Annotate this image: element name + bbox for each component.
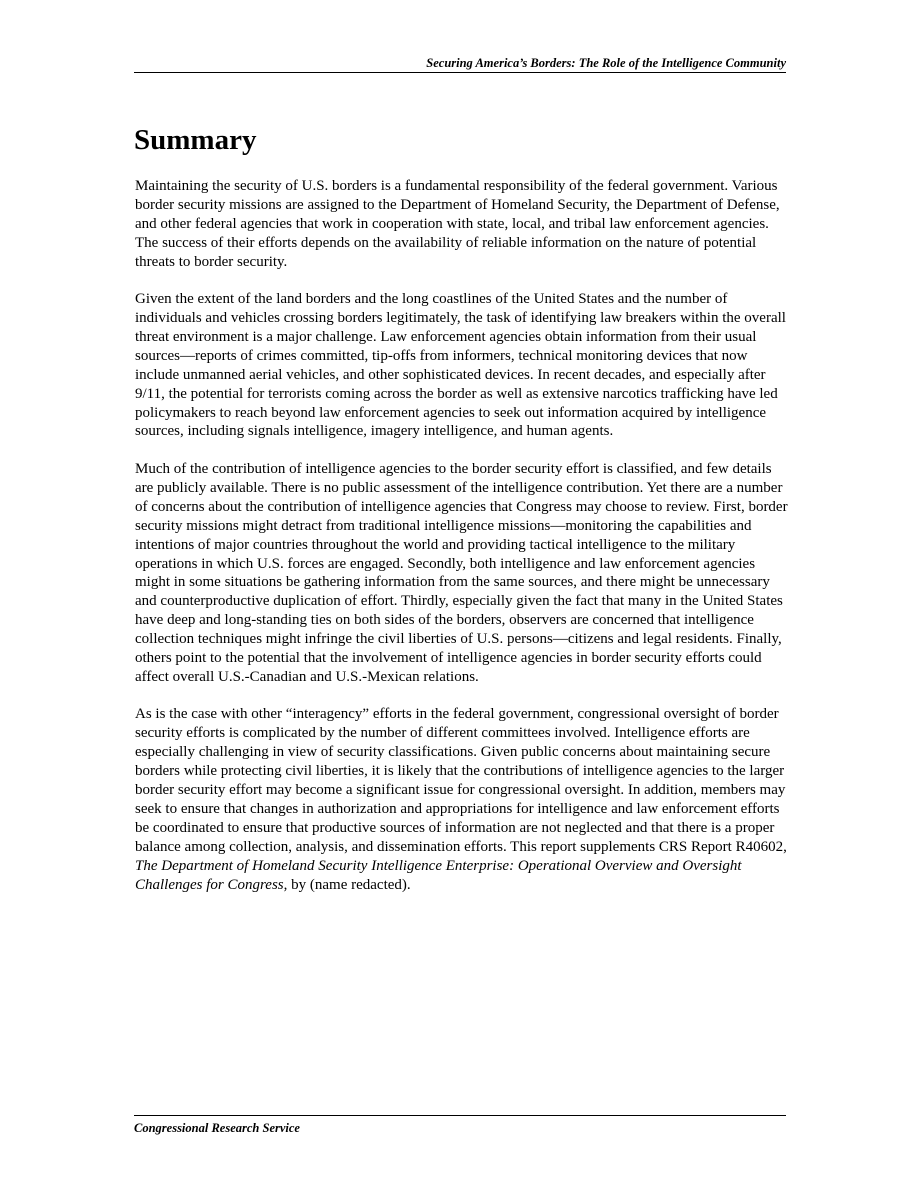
paragraph-2: Given the extent of the land borders and the long coastlines of the United States and the number of individuals and vehicles crossing borders legitimately, the task of identifying law breakers within the overall threat environment is a major challenge. Law enforcement agencies obtain information from their usual sources—reports of crimes committed, tip-offs from informers, technical monitoring devices that now include unmanned aerial vehicles, and other sophisticated devices. In recent decades, and especially after 9/11, the potential for terrorists coming across the border as well as extensive narcotics trafficking have led policymakers to reach beyond law enforcement agencies to seek out information acquired by intelligence sources, including signals intelligence, imagery intelligence, and human agents. (135, 291, 786, 440)
footer-rule (134, 1115, 786, 1116)
paragraph-3: Much of the contribution of intelligence agencies to the border security effort is classified, and few details are publicly available. There is no public assessment of the intelligence contribution. Yet there are a number of concerns about the contribution of intelligence agencies that Congress may choose to review. First, border security missions might detract from traditional intelligence missions—monitoring the capabilities and intentions of major countries throughout the world and providing tactical intelligence to the military operations in which U.S. forces are engaged. Secondly, both intelligence and law enforcement agencies might in some situations be gathering information from the same sources, and there might be unnecessary and counterproductive duplication of effort. Thirdly, especially given the fact that many in the United States have deep and long-standing ties on both sides of the borders, observers are concerned that intelligence collection techniques might infringe the civil liberties of U.S. persons—citizens and legal residents. Finally, others point to the potential that the involvement of intelligence agencies in border security efforts could affect overall U.S.-Canadian and U.S.-Mexican relations. (135, 460, 788, 685)
paragraph-4-text: As is the case with other “interagency” efforts in the federal government, congressional oversight of border security efforts is complicated by the number of different committees involved. Intelligence efforts are especially challenging in view of security classifications. Given public concerns about maintaining secure borders while protecting civil liberties, it is likely that the contributions of intelligence agencies to the larger border security effort may become a significant issue for congressional oversight. In addition, members may seek to ensure that changes in authorization and appropriations for intelligence and law enforcement efforts be coordinated to ensure that productive sources of information are not neglected and that there is a proper balance among collection, analysis, and dissemination efforts. This report supplements CRS Report R40602, (135, 706, 787, 855)
cited-report-title: The Department of Homeland Security Intelligence Enterprise: Operational Overview and Oversight Challenges for Congress (135, 857, 742, 893)
paragraph-4-tail: , by (name redacted). (283, 876, 411, 893)
running-header: Securing America’s Borders: The Role of the Intelligence Community (426, 56, 786, 70)
running-footer: Congressional Research Service (134, 1121, 300, 1135)
section-heading: Summary (134, 124, 257, 156)
summary-body (135, 177, 791, 895)
header-rule (134, 72, 786, 73)
paragraph-4 (135, 705, 791, 894)
paragraph-1: Maintaining the security of U.S. borders is a fundamental responsibility of the federal government. Various border security missions are assigned to the Department of Homeland Security, the Department of Defense, and other federal agencies that work in cooperation with state, local, and tribal law enforcement agencies. The success of their efforts depends on the availability of reliable information on the nature of potential threats to border security. (135, 178, 780, 270)
